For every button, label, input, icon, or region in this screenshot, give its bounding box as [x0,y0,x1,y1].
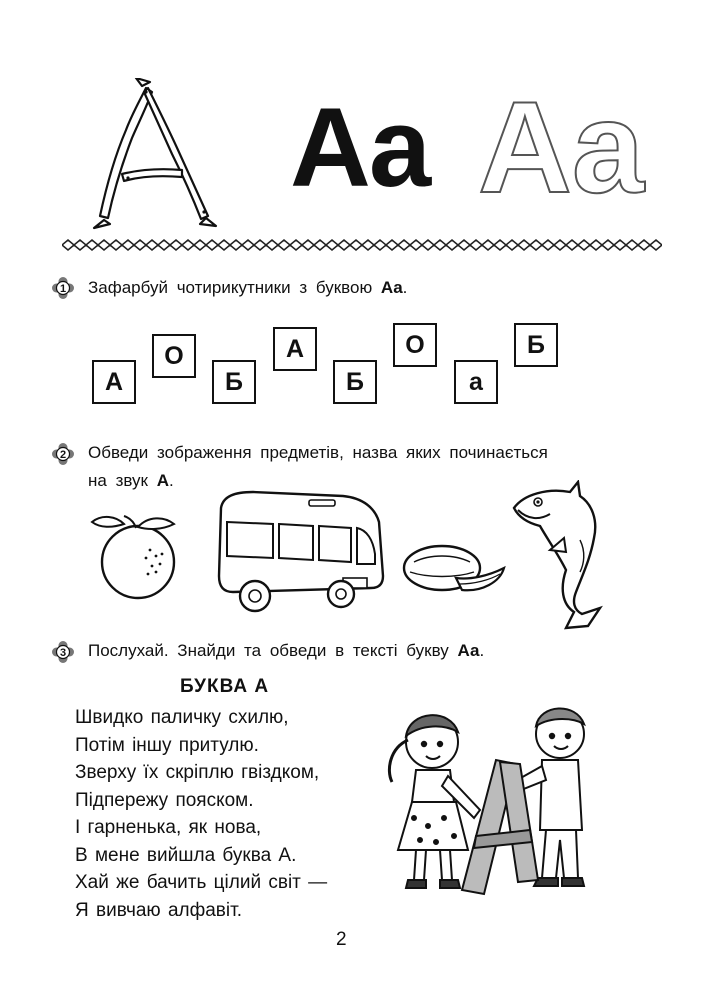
task-1-period: . [402,278,408,297]
poem-title: БУКВА А [180,676,270,697]
letter-box[interactable]: О [152,334,196,378]
letter-box[interactable]: О [393,323,437,367]
melon-picture[interactable] [400,538,510,596]
letter-box[interactable]: а [454,360,498,404]
svg-text:2: 2 [59,449,67,461]
poem-text [75,704,327,924]
flower-number-icon [52,277,74,299]
poem-line: Підпережу пояском. [75,789,254,811]
task-3-text: Послухай. Знайди та обведи в тексті букву [88,641,458,660]
task-1-text: Зафарбуй чотирикутники з буквою [88,278,381,297]
fish-letter-a-illustration [88,78,228,230]
poem-line: Потім іншу притулю. [75,734,259,756]
task-2-instruction [88,439,548,495]
letter-box[interactable]: А [273,327,317,371]
flower-number-icon [52,443,74,465]
task-2-badge [52,443,74,470]
orange-picture[interactable] [90,510,190,600]
task-1-instruction [88,274,407,302]
letter-box[interactable]: Б [514,323,558,367]
task-2-line-1: Обведи зображення предметів, назва яких починається [88,443,548,462]
task-3-bold: Аа [457,641,480,660]
poem-line: Швидко паличку схилю, [75,707,289,728]
svg-text:3: 3 [59,647,67,659]
task-2-bold: А [156,471,169,490]
poem-line: Зверху їх скріплю гвіздком, [75,762,320,783]
page-number: 2 [336,929,347,950]
task-3-badge [52,641,74,668]
shark-picture[interactable] [500,480,608,630]
poem-line: І гарненька, як нова, [75,817,262,838]
poem-line: В мене вийшла буква А. [75,844,297,866]
letter-box[interactable]: Б [212,360,256,404]
task-3-instruction [88,637,484,665]
task-1-badge [52,277,74,304]
task-2-text: на звук [88,471,157,490]
letter-box[interactable]: Б [333,360,377,404]
bus-picture[interactable] [213,488,388,618]
big-letters-aa: Aa [290,85,430,210]
letter-box[interactable]: А [92,360,136,404]
children-building-letter-a-illustration [370,690,620,900]
task-2-period: . [168,471,174,490]
poem-line: Я вивчаю алфавіт. [75,899,242,921]
task-1-bold: Aa [380,278,403,297]
svg-text:1: 1 [59,283,67,295]
poem-line: Хай же бачить цілий світ — [75,872,328,893]
flower-number-icon [52,641,74,663]
zigzag-divider [62,238,662,252]
task-3-period: . [479,641,485,660]
dotted-letters-aa: Aa [478,74,645,220]
